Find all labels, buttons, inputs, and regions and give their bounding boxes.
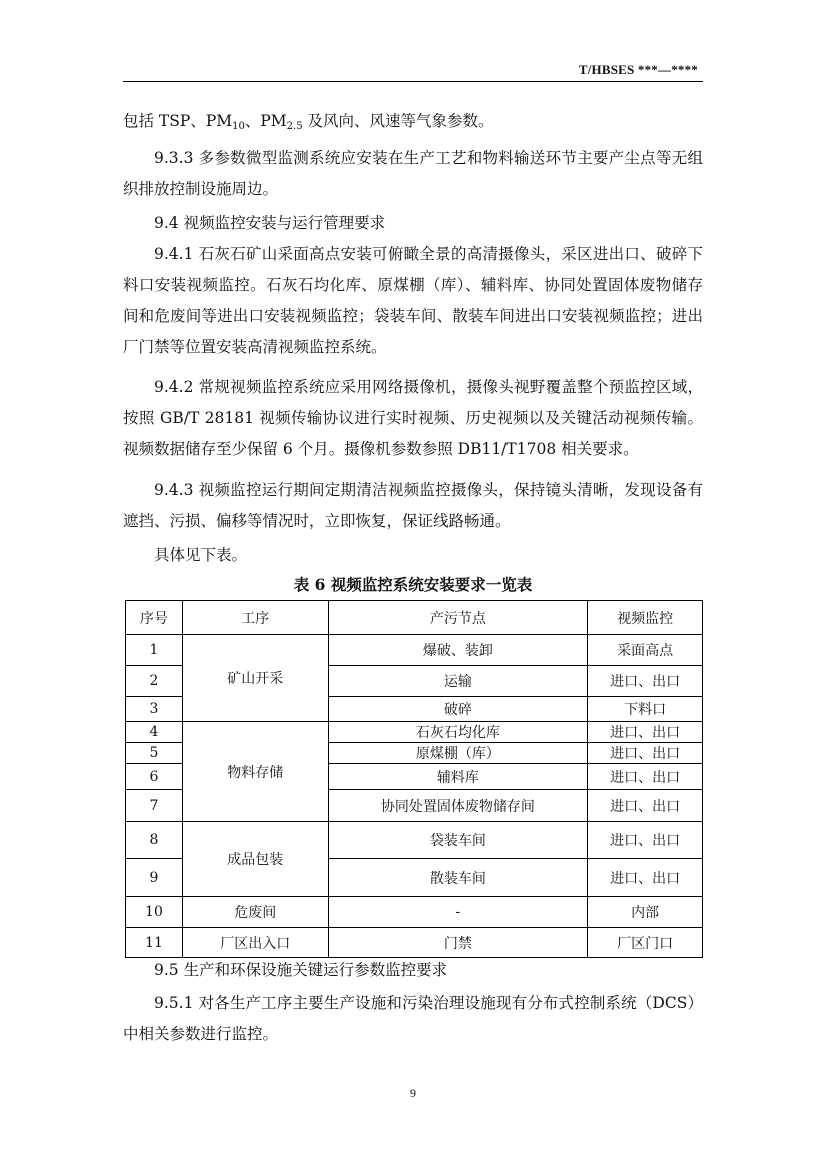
cell-no: 7 — [126, 790, 183, 822]
paragraph-see-table: 具体见下表。 — [154, 546, 248, 564]
page-number: 9 — [410, 1086, 416, 1100]
cell-source: 破碎 — [328, 697, 588, 722]
cell-process-group: 厂区出入口 — [182, 928, 328, 958]
cell-source: 运输 — [328, 666, 588, 697]
table-row — [126, 897, 703, 928]
cell-process-group: 矿山开采 — [182, 635, 328, 722]
cell-no: 4 — [126, 722, 183, 743]
cell-monitor: 进口、出口 — [588, 743, 703, 764]
paragraph-params — [123, 106, 703, 137]
table-row — [126, 722, 703, 743]
table-row — [126, 822, 703, 859]
header-source: 产污节点 — [328, 601, 588, 635]
video-monitoring-table — [125, 600, 703, 958]
cell-monitor: 进口、出口 — [588, 722, 703, 743]
paragraph-9-4-2: 9.4.2 常规视频监控系统应采用网络摄像机，摄像头视野覆盖整个预监控区域，按照 GB/T 28181 视频传输协议进行实时视频、历史视频以及关键活动视频传输。视频数据储存至少保留 6 个月。摄像机参数参照 DB11/T1708 相关要求。 — [123, 378, 703, 458]
cell-monitor: 采面高点 — [588, 635, 703, 666]
cell-no: 9 — [126, 859, 183, 897]
table-row — [126, 928, 703, 958]
cell-monitor: 厂区门口 — [588, 928, 703, 958]
params-text-1: 包括 TSP、PM — [123, 112, 233, 130]
cell-monitor: 进口、出口 — [588, 790, 703, 822]
header-monitor: 视频监控 — [588, 601, 703, 635]
table-caption: 表 6 视频监控系统安装要求一览表 — [293, 575, 533, 594]
cell-no: 6 — [126, 764, 183, 790]
cell-source: 辅料库 — [328, 764, 588, 790]
cell-source: 原煤棚（库） — [328, 743, 588, 764]
paragraph-9-3-3: 9.3.3 多参数微型监测系统应安装在生产工艺和物料输送环节主要产尘点等无组织排放控制设施周边。 — [123, 149, 703, 198]
params-text-2: 、PM — [244, 112, 287, 130]
cell-no: 8 — [126, 822, 183, 859]
header-rule — [123, 81, 703, 82]
cell-no: 10 — [126, 897, 183, 928]
cell-source: - — [328, 897, 588, 928]
cell-no: 11 — [126, 928, 183, 958]
section-heading-9-5: 9.5 生产和环保设施关键运行参数监控要求 — [154, 961, 448, 979]
paragraph-9-4-1: 9.4.1 石灰石矿山采面高点安装可俯瞰全景的高清摄像头，采区进出口、破碎下料口安装视频监控。石灰石均化库、原煤棚（库）、辅料库、协同处置固体废物储存间和危废间等进出口安装视频监控；袋装车间、散装车间进出口安装视频监控；进出厂门禁等位置安装高清视频监控系统。 — [123, 245, 703, 356]
cell-monitor: 进口、出口 — [588, 666, 703, 697]
cell-no: 1 — [126, 635, 183, 666]
cell-source: 门禁 — [328, 928, 588, 958]
cell-no: 5 — [126, 743, 183, 764]
cell-no: 3 — [126, 697, 183, 722]
params-subscript-1: 10 — [232, 121, 245, 132]
cell-monitor: 进口、出口 — [588, 764, 703, 790]
table-row — [126, 635, 703, 666]
document-code-header: T/HBSES ***—**** — [578, 62, 698, 77]
cell-no: 2 — [126, 666, 183, 697]
cell-monitor: 进口、出口 — [588, 822, 703, 859]
header-no: 序号 — [126, 601, 183, 635]
cell-source: 散装车间 — [328, 859, 588, 897]
cell-process-group: 物料存储 — [182, 722, 328, 822]
cell-source: 爆破、装卸 — [328, 635, 588, 666]
table-header-row — [126, 601, 703, 635]
cell-source: 协同处置固体废物储存间 — [328, 790, 588, 822]
section-heading-9-4: 9.4 视频监控安装与运行管理要求 — [154, 214, 386, 232]
params-subscript-2: 2.5 — [286, 121, 303, 132]
cell-source: 石灰石均化库 — [328, 722, 588, 743]
cell-process-group: 成品包装 — [182, 822, 328, 897]
paragraph-9-4-3: 9.4.3 视频监控运行期间定期清洁视频监控摄像头，保持镜头清晰，发现设备有遮挡、污损、偏移等情况时，立即恢复，保证线路畅通。 — [123, 481, 703, 530]
cell-monitor: 内部 — [588, 897, 703, 928]
params-text-3: 及风向、风速等气象参数。 — [302, 112, 494, 130]
paragraph-9-5-1: 9.5.1 对各生产工序主要生产设施和污染治理设施现有分布式控制系统（DCS）中相关参数进行监控。 — [123, 994, 703, 1043]
cell-source: 袋装车间 — [328, 822, 588, 859]
cell-monitor: 下料口 — [588, 697, 703, 722]
cell-process-group: 危废间 — [182, 897, 328, 928]
header-process: 工序 — [182, 601, 328, 635]
cell-monitor: 进口、出口 — [588, 859, 703, 897]
